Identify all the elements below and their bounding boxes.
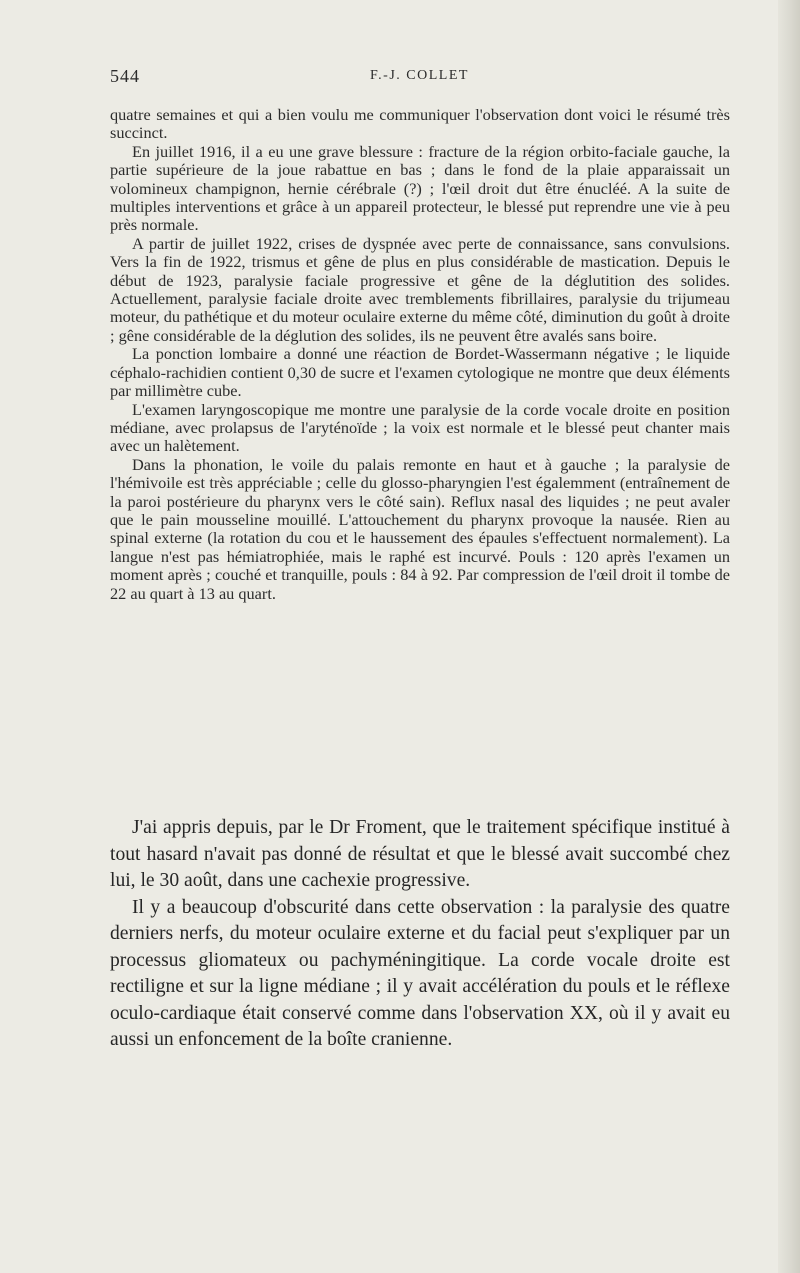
summary-paragraph: Dans la phonation, le voile du palais remonte en haut et à gauche ; la paralysie de l'hémivoile est très appréciable ; celle du glosso-pharyngien l'est égalemment (entraînement de la paroi postérieure du pharynx vers le côté sain). Reflux nasal des liquides ; ne peut avaler que le pain mousseline mouillé. L'attouchement du pharynx provoque la nausée. Rien au spinal externe (la rotation du cou et le haussement des épaules s'effectuent normalement). La langue n'est pas hémiatrophiée, mais le raphé est incurvé. Pouls : 120 après l'examen un moment après ; couché et tranquille, pouls : 84 à 92. Par compression de l'œil droit il tombe de 22 au quart à 13 au quart.	[110, 454, 730, 603]
commentary-paragraph: Il y a beaucoup d'obscurité dans cette observation : la paralysie des quatre derniers nerfs, du moteur oculaire externe et du facial peut s'expliquer par un processus gliomateux ou pachyméningitique. La corde vocale droite est rectiligne et sur la ligne médiane ; il y avait accélération du pouls et le réflexe oculo-cardiaque était conservé comme dans l'observation XX, où il y avait eu aussi un enfoncement de la boîte cranienne.	[110, 896, 730, 1050]
page-header	[110, 66, 730, 90]
summary-paragraph: L'examen laryngoscopique me montre une paralysie de la corde vocale droite en position médiane, avec prolapsus de l'aryténoïde ; la voix est normale et le blessé peut chanter mais avec un halètement.	[110, 399, 730, 456]
summary-paragraph: La ponction lombaire a donné une réaction de Bordet-Wassermann négative ; le liquide céphalo-rachidien contient 0,30 de sucre et l'examen cytologique ne montre que deux éléments par millimètre cube.	[110, 344, 730, 401]
summary-paragraph: A partir de juillet 1922, crises de dyspnée avec perte de connaissance, sans convulsions. Vers la fin de 1922, trismus et gêne de plus en plus considérable de mastication. Depuis le début de 1923, paralysie faciale progressive et gêne de la déglutition des solides. Actuellement, paralysie faciale droite avec tremblements fibrillaires, paralysie du trijumeau moteur, du pathétique et du moteur oculaire externe du même côté, diminution du goût à droite ; gêne considérable de la déglution des solides, ils ne peuvent être avalés sans boire.	[110, 233, 730, 345]
page-number: 544	[110, 66, 140, 86]
running-head: F.-J. COLLET	[370, 68, 469, 83]
observation-summary	[110, 106, 730, 603]
commentary-text	[110, 815, 730, 1054]
summary-paragraph: En juillet 1916, il a eu une grave blessure : fracture de la région orbito-faciale gauche, la partie supérieure de la joue rabattue en bas ; dans le fond de la plaie apparaissait un volomineux champignon, hernie cérébrale (?) ; l'œil droit dut être énucléé. A la suite de multiples interventions et grâce à un appareil protecteur, le blessé put reprendre une vie à peu près normale.	[110, 141, 730, 235]
commentary-paragraph: J'ai appris depuis, par le Dr Froment, que le traitement spécifique institué à tout hasard n'avait pas donné de résultat et que le blessé avait succombé chez lui, le 30 août, dans une cachexie progressive.	[110, 817, 730, 891]
summary-paragraph: quatre semaines et qui a bien voulu me communiquer l'observation dont voici le résumé très succinct.	[110, 105, 730, 143]
page-edge-shadow	[778, 0, 800, 1273]
